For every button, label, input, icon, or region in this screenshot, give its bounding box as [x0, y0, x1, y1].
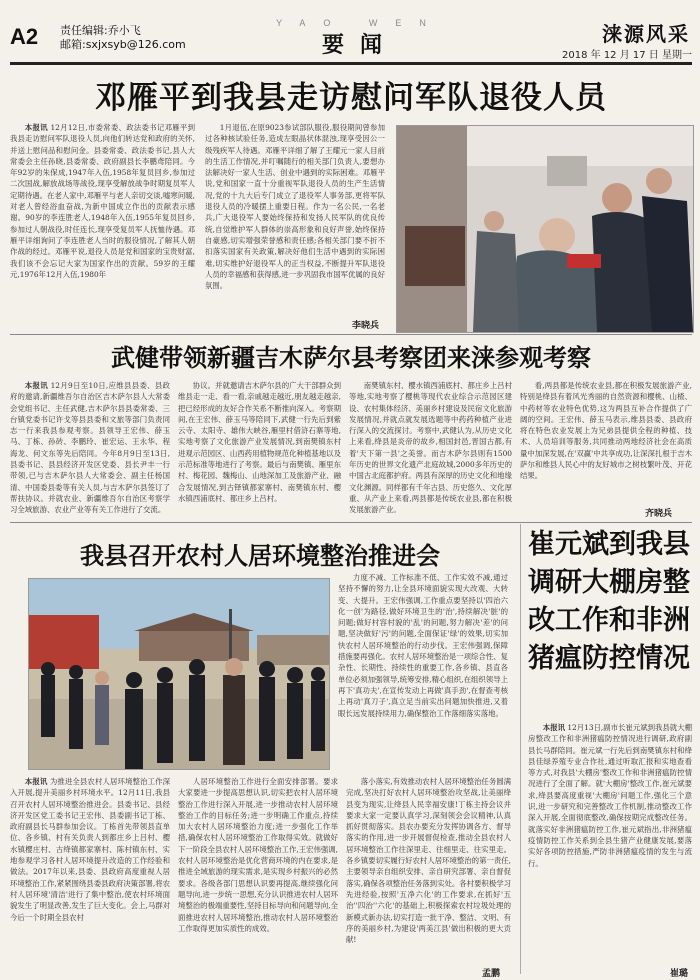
section-english: YAO WEN — [276, 18, 444, 28]
article1-column-1 — [10, 122, 195, 332]
article1-text-1: 12月12日,市委常委、政法委书记邓雁平到我县走访慰问军队退役人员,向他们转达党和政府的关怀,并送上慰问品和慰问金。县委常委、政法委书记,县人大常委会主任孙晓,县委常委、政府副县长李鹏鸢陪同。今年92岁的朱保成,1947年入伍,1958年复员回乡,参加过二次国战,解放战场等战役,现享受解放战争时期复员军人定期待遇。在老人家中,邓雁平与老人亲切交谈,嘘寒问暖,对老人曾经浴血奋战,为新中国成立作出的贡献表示感谢。90岁的李连胜老人,1948年入伍,1955年复员回乡,参加过人朝战役,时任连长,现享受复员军人抚恤待遇。邓雁平详细询问了李连胜老人当时的服役情况,了解其人朝作战的经过。邓雁平说,退役人员是党和国家的宝贵财富,我们该不会忘记大家为国家作出的贡献。59岁的王耀元,1976年12月入伍,1980年 — [10, 123, 195, 279]
column-divider — [520, 524, 521, 974]
article3-column-1 — [10, 776, 170, 976]
article3-byline: 孟鹏 — [482, 969, 501, 979]
masthead-left — [10, 22, 260, 58]
article1-byline: 李晓兵 — [352, 321, 380, 331]
article4-lead: 本报讯 — [542, 723, 565, 732]
article3-text-4: 落小落实,有效推动农村人居环境整治任务圆满完成,坚决打好农村人居环境整治攻坚战,让美丽绛县变为现实,让绛县人民幸福安康!丁栋主持会议并要求大家一定要认真学习,深刻领会会议精神,认真抓好贯彻落实。县农办要充分发挥协调各方、督导落实的作用,进一步开展督促检查,推动全县农村人居环境整治工作往深里走、往细里走、往实里走。各乡镇要切实履行好农村人居环境整治的第一责任,主要领导亲自组织安排、亲自研究部署、亲自督促落实,确保各项整治任务落到实处。各村要积极学习先进经验,按照'五净六化'的工作要求,在抓好'五治''四治''六化'的基础上,积极探索农村垃圾处理的新模式新办法,切实打造一批干净、整洁、文明、有序的美丽乡村,为建设'两美江县'做出积极的更大贡献! — [346, 777, 511, 945]
article2-headline: 武健带领新疆吉木萨尔县考察团来涞参观考察 — [111, 344, 591, 372]
article4-body — [528, 722, 692, 964]
article3-column-4 — [346, 776, 511, 966]
article3-text-1: 为推进全县农村人居环境整治工作深入开展,提升美丽乡村环境水平。12月11日,我县召开农村人居环境整治推进会。县委书记、县经济开发区党工委书记王宏伟、县委副书记丁栋、政府副县长马群参加会议。丁栋首先带领县直单位、各乡镇、村有关负责人到都庄乡上吕村、樱水镇樱庄村、古绛镇都家寨村、陈村镇东村、实地参观学习各村人居环境提升改造的工作经验和做法。2017年以来,县委、县政府高度重视人居环境整治工作,紧紧围绕县委县政府决策部署,将农村人居环境'清洁'进行了集中整治,使农村环境面貌发生了明显改善,发生了巨大变化。会上,马群对今后一个时期全县农村 — [10, 777, 170, 922]
editor-name: 责任编辑:乔小飞 — [60, 24, 141, 37]
article2-lead: 本报讯 — [24, 381, 48, 390]
article2-text-3: 南樊镇东村、樱水镇西浦底村、都庄乡上吕村等地,实地考察了樱桃等现代农业综合示范园区建设、农村集体经济、美丽乡村建设及民宿文化旅游发展情况,并就点就发展选题等中药药种植产业进行深入的交流探讨。考察中,武健认为,从历史文化上来看,绛县是炎帝的故乡,相国封邑,晋国古都,有着'天下第一县'之美誉。而吉木萨尔县则有1500年历史的世界文化遗产北庭故城,2000多年历史的中国古北庭都护府。两县有深厚的历史文化和地缘文化渊源。同样都有千年古县、历史悠久、文化厚重、从产业上来看,两县都是传统农业县,都在积极发展旅游产业。 — [349, 381, 512, 515]
article3-headline: 我县召开农村人居环境整治推进会 — [80, 542, 440, 570]
article2-column-4 — [520, 380, 692, 505]
section-title: 要闻 — [321, 32, 398, 58]
editor-email: 邮箱:sxjxsyb@126.com — [60, 38, 186, 51]
article3-text-2: 人居环境整治工作进行全面安排部署。要求大家要进一步提高思想认识,切实把农村人居环境整治工作进行深入开展,进一步推动农村人居环境整治工作的目标任务;进一步明确工作重点,持续加大农村人居环境整治力度;进一步强化工作举措,确保农村人居环境整治工作取得实效。就做好下一阶段全县农村人居环境整治工作,王宏伟强调,农村人居环境整治是优化营商环境的内在要求,是推进全域旅游的现实需求,是实现乡村振兴的必然要求。各级各部门思想认识要再提高,继续强化问题导向,进一步统一思想,充分认识推进农村人居环境整治的极端重要性,坚持目标导向和问题导向,全面推进农村人居环境整治,推动农村人居环境整治工作取得更加实质性的成效。 — [178, 777, 338, 933]
newspaper-brand: 涞源风采 — [602, 22, 690, 46]
article2-text-4: 看,两县都是传统农业县,都在积极发展旅游产业,特别是绛县有着风光秀丽的自然资源和樱桃、山楂、中药材等农业特色优势,这为两县互补合作提供了广阔的空间。王宏伟、薛玉马表示,维县县委、县政府将在特色农业发展上为兄弟县提供全程的种植、技术、人员培训等服务,共同推动两地经济社会在高质量中加深发展,在'双赢'中共享成功,让深深扎根于吉木萨尔和维县人民心中的友好城市之树枝繁叶茂、开花结果。 — [520, 381, 692, 481]
divider-2 — [10, 522, 692, 523]
article3-photo — [28, 578, 330, 770]
article2-column-3 — [349, 380, 512, 515]
article1-headline: 邓雁平到我县走访慰问军队退役人员 — [95, 80, 607, 116]
divider-1 — [10, 334, 692, 335]
article3-column-2 — [178, 776, 338, 976]
article3-lead: 本报讯 — [24, 777, 48, 786]
article2-column-2 — [178, 380, 341, 515]
article3-text-3: 力度不减、工作标准不低、工作实效不减,通过坚持不懈的努力,让全县环境面貌实现大改观、大转变、大提升。王宏伟强调,工作重点要坚持以'四治六化一创'为路径,做好环境卫生的'治',持续解决'脏'的问题;做好村容村貌的'乱'的问题,努力解决'差'的问题,坚决做好'污'的问题,全面保证'绿'的效果,切实加快农村人居环境整治的行动步伐。王宏伟强调,保障措施要再强化。农村人居环境整治是一项综合性、复杂性、长期性、持续性的重要工作,各乡镇、县直各单位必须加强领导,统筹安排,精心组织,在组织领导上再下'真功夫',在宣传发动上再做'真手劲',在督查考核上再动'真刀子',真立足当前实出问题加快推进,又着眼长远发展持续用力,确保整治工作落细落实落地。 — [338, 573, 508, 718]
editor-info — [60, 24, 186, 52]
issue-date: 2018 年 12 月 17 日 星期一 — [562, 50, 692, 61]
article2-byline: 齐晓兵 — [645, 509, 673, 519]
article4-text: 12月13日,副市长崔元斌到我县就大棚房整改工作和非洲猪瘟防控情况进行调研,政府副县长马群陪同。崔元斌一行先后到南樊镇东村和绛县佳绿养殖专业合作社,通过听取汇报和实地查看等方式,对我县'大棚房'整改工作和非洲猪瘟防控情况进行了全面了解。就'大棚房'整改工作,崔元斌要求,绛县要高度重视'大棚房'问题工作,强化三个意识,进一步研究和完善整改工作机制,推动整改工作深入开展,全面彻底整改,确保按期完成整改任务。就落实好非洲猪瘟防控工作,崔元斌指出,非洲猪瘟疫情防控工作关系到全县生猪产业健康发展,要落实好各项防控措施,严防非洲猪瘟疫情的发生与流行。 — [528, 723, 692, 868]
article2-text-2: 协议。并就邀请吉木萨尔县的广大干部群众到维县走一走、看一看,亲戚越走越近,朋友越走越亲,把已经形成的友好合作关系不断推向深入。考察期间,在王宏伟、薛玉马等陪同下,武健一行先后到紫云寺、太阳寺、雄伟大峡谷,雁里村借浒石寨等地,实地考察了文化旅游产业发展情况,到南樊镇东村进观示范园区、山西药用植物规范化种植基地以及示范标准等地进行了考察。最后与南樊镇、雁里东村、梅花园、魏梅山、山地深加工及旅游产业、融合发展情况,到古铎镇都家寨村、南樊镇东村、樱水镇西浦底村、都庄乡上吕村。 — [178, 381, 341, 503]
article2-text-1: 12月9日至10日,应维县县委、县政府的邀请,新疆维吾尔自治区吉木萨尔县人大常委会党组书记、主任武健,吉木萨尔县县委常委、三台镇党委书记许戈等县县委和文旅等部门负责同志一行来我县参观考察。县领导王宏伟、薛玉马、丁栋、孙砖、李鹏玲、崔宏运、王永华、程海龙、何文东等先后陪同。今年8月9日至13日,县委书记、县县经济开发区党委、县长尹丰一行带领,已与吉木萨尔县人大常委会、副主任杨国清、中国委县委等有关人员,与吉木萨尔县签订了帮扶协议。并就农业、新疆维吾尔自治区考察学习全域旅游、农业产业等有关工作进行了交流。 — [10, 381, 170, 515]
article1-column-2 — [205, 122, 385, 322]
article3-column-3 — [338, 572, 508, 772]
article4-headline: 崔元斌到我县调研大棚房整改工作和非洲猪瘟防控情况 — [528, 529, 690, 674]
article4-byline: 崔璐 — [670, 969, 689, 979]
page-number: A2 — [10, 24, 39, 49]
article1-lead: 本报讯 — [24, 123, 48, 132]
header-rule — [10, 62, 692, 65]
article2-column-1 — [10, 380, 170, 515]
article1-photo — [396, 125, 694, 333]
article1-text-2: 1月退伍,在原9023参试部队服役,服役期间曾参加过各种核试验任务,造成左眼晶状体混浊,现享受因公一级残疾军人待遇。邓雁平详细了解了王耀元一家人目前的生活工作情况,并叮嘱随行的相关部门负责人,要想办法解决好一家人生活、创业中遇到的实际困难。邓雁平说,党和国家一直十分重视军队退役人员的生产生活情况,党的十九大后专门成立了退役军人事务部,更将军队退役人员的冷暖摆上重要日程。作为一名公民,一名老兵,广大退役军人要始终保持和发扬人民军队的优良传统,自觉维护军人群体的崇高形象和良好声誉,始终保持自豪感,切实增强荣誉感和责任感;各相关部门要不折不扣落实国家有关政策,解决好他们生活中遇到的实际困难,切实维护好退役军人的正当权益,不断提升军队退役人员的幸福感和获得感,进一步巩固我市国军优属的良好氛围。 — [205, 123, 385, 291]
